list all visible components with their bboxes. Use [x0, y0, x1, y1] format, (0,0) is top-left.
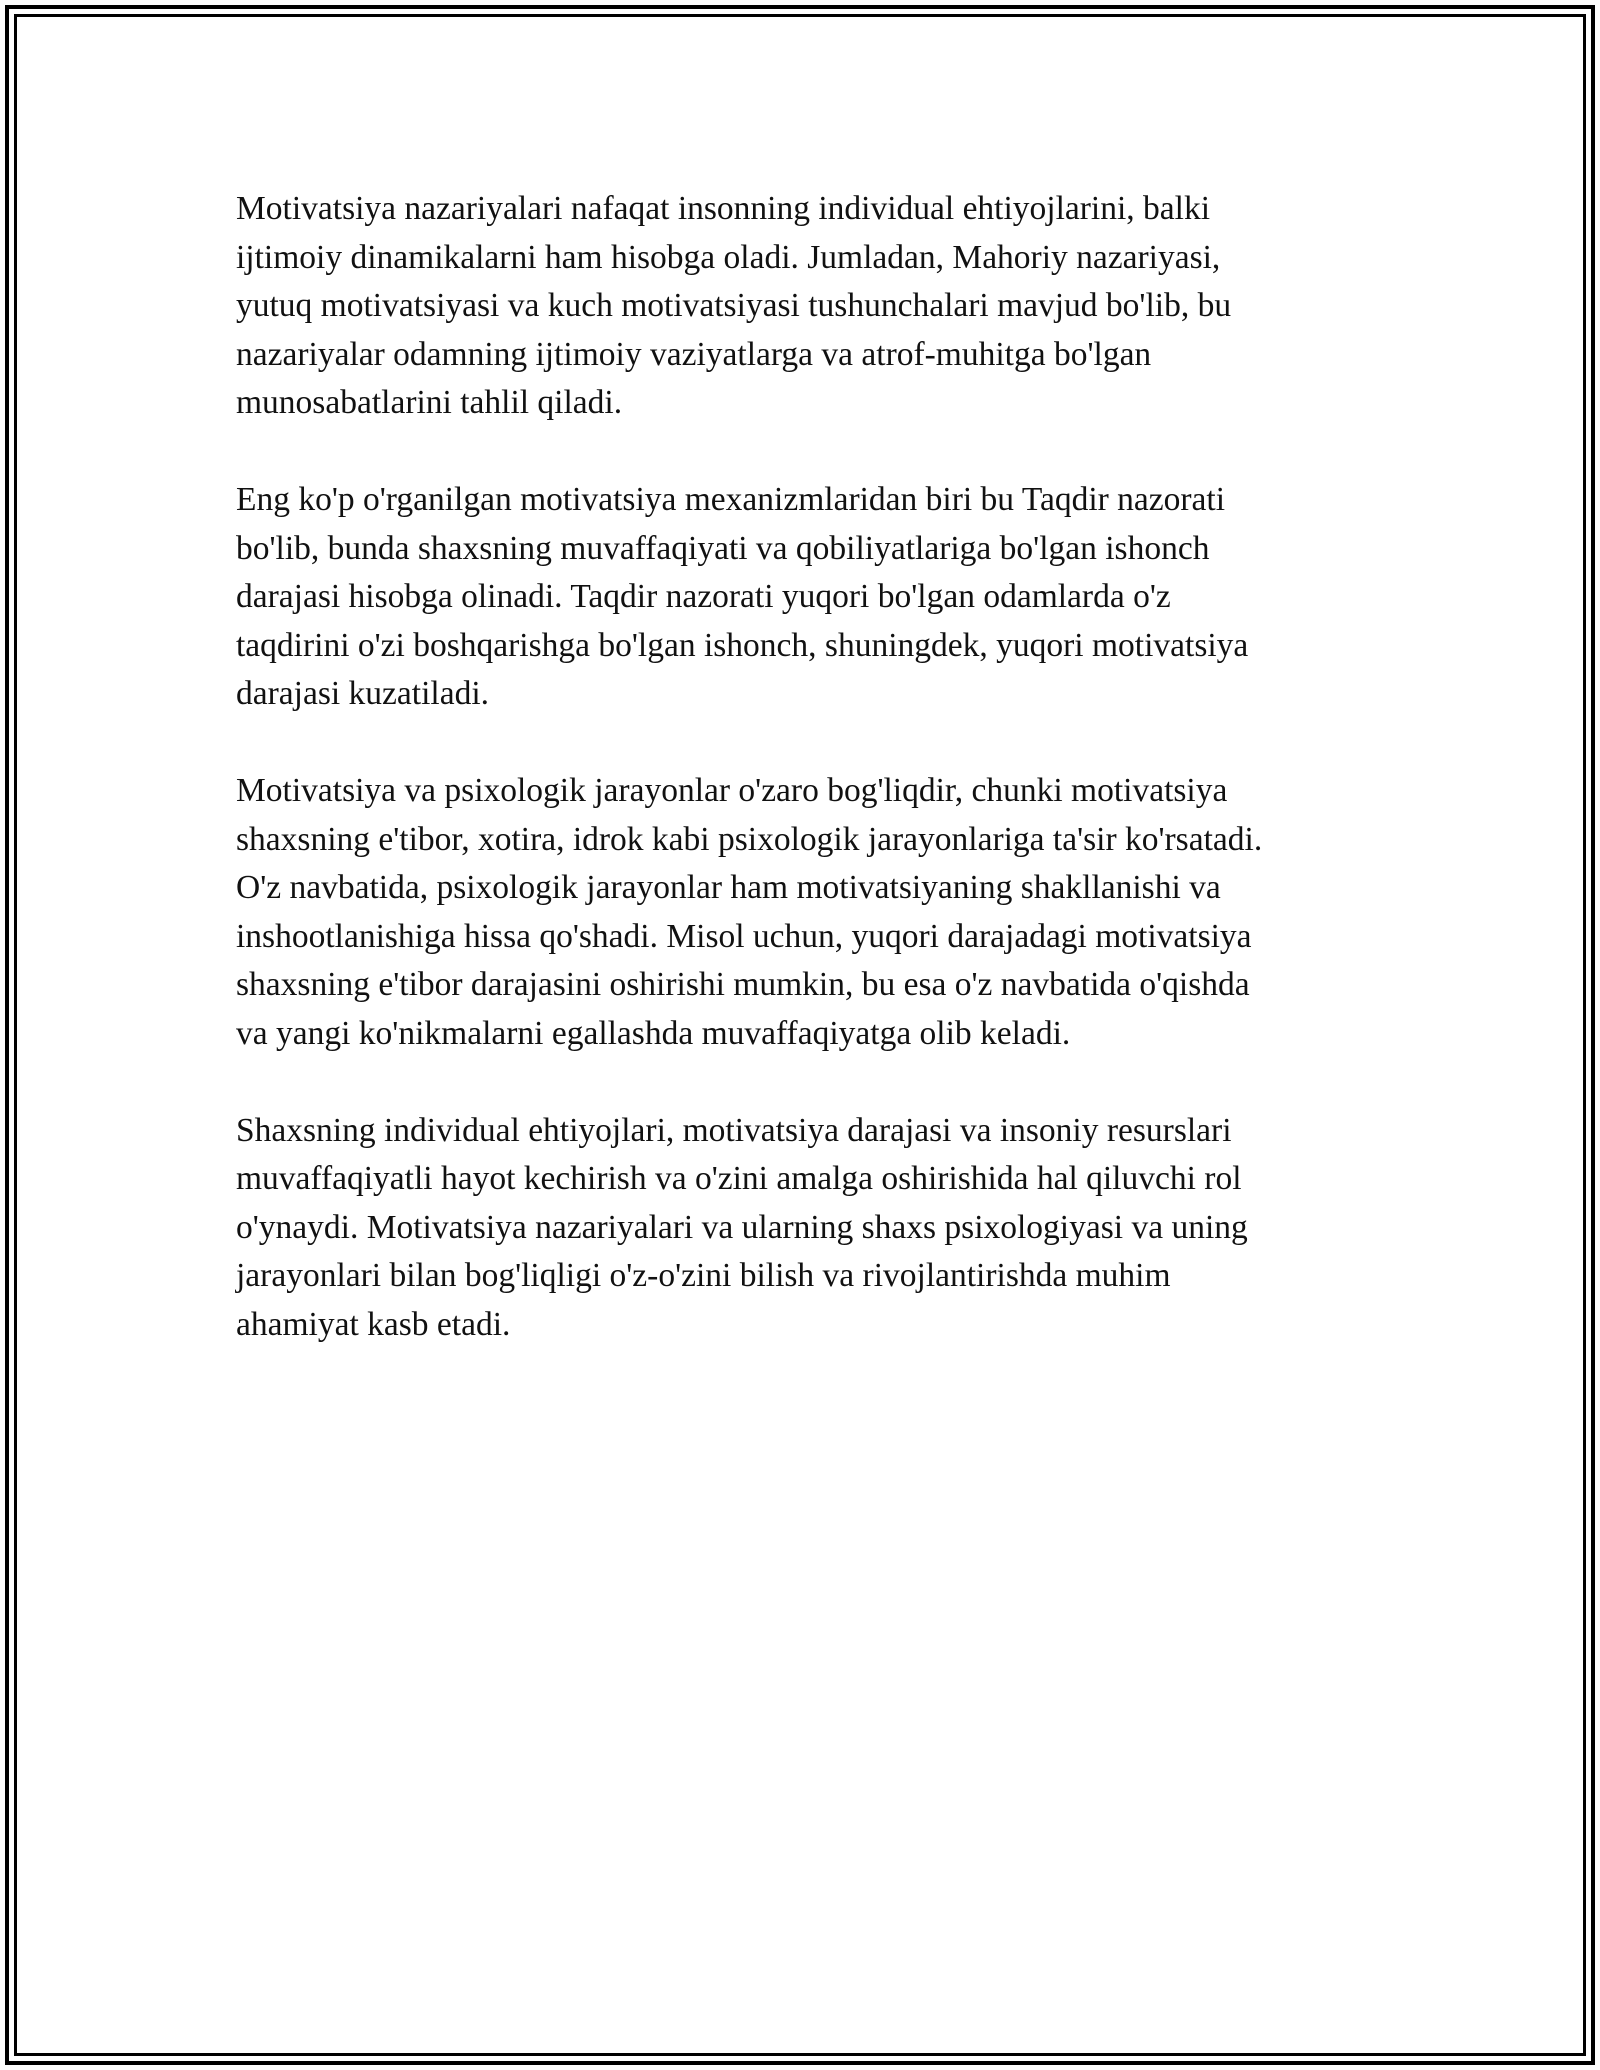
text-line: Motivatsiya nazariyalari nafaqat insonning individual ehtiyojlarini, balki	[236, 190, 1211, 227]
paragraph-2	[236, 476, 1376, 719]
text-line: shaxsning e'tibor, xotira, idrok kabi psixologik jarayonlariga ta'sir ko'rsatadi.	[236, 820, 1263, 858]
paragraph-3	[236, 767, 1376, 1058]
text-line: Motivatsiya va psixologik jarayonlar o'zaro bog'liqdir, chunki motivatsiya	[236, 772, 1228, 809]
text-line: taqdirini o'zi boshqarishga bo'lgan ishonch, shuningdek, yuqori motivatsiya	[236, 626, 1249, 664]
document-body	[236, 185, 1376, 1398]
text-line: muvaffaqiyatli hayot kechirish va o'zini amalga oshirishida hal qiluvchi rol	[236, 1160, 1242, 1197]
text-line: O'z navbatida, psixologik jarayonlar ham motivatsiyaning shakllanishi va	[236, 869, 1221, 906]
text-line: va yangi ko'nikmalarni egallashda muvaffaqiyatga olib keladi.	[236, 1014, 1071, 1052]
text-line: darajasi hisobga olinadi. Taqdir nazorati yuqori bo'lgan odamlarda o'z	[236, 578, 1171, 615]
text-line: shaxsning e'tibor darajasini oshirishi mumkin, bu esa o'z navbatida o'qishda	[236, 966, 1250, 1003]
text-line: bo'lib, bunda shaxsning muvaffaqiyati va qobiliyatlariga bo'lgan ishonch	[236, 529, 1210, 567]
text-line: nazariyalar odamning ijtimoiy vaziyatlarga va atrof-muhitga bo'lgan	[236, 335, 1152, 373]
text-line: munosabatlarini tahlil qiladi.	[236, 384, 623, 421]
text-line: darajasi kuzatiladi.	[236, 675, 490, 712]
text-line: Eng ko'p o'rganilgan motivatsiya mexanizmlaridan biri bu Taqdir nazorati	[236, 481, 1226, 518]
text-line: inshootlanishiga hissa qo'shadi. Misol uchun, yuqori darajadagi motivatsiya	[236, 917, 1252, 955]
text-line: o'ynaydi. Motivatsiya nazariyalari va ularning shaxs psixologiyasi va uning	[236, 1208, 1248, 1246]
text-line: ahamiyat kasb etadi.	[236, 1305, 511, 1343]
text-line: Shaxsning individual ehtiyojlari, motivatsiya darajasi va insoniy resurslari	[236, 1111, 1232, 1149]
text-line: jarayonlari bilan bog'liqligi o'z-o'zini bilish va rivojlantirishda muhim	[236, 1257, 1171, 1294]
text-line: yutuq motivatsiyasi va kuch motivatsiyasi tushunchalari mavjud bo'lib, bu	[236, 287, 1232, 324]
paragraph-1	[236, 185, 1376, 428]
text-line: ijtimoiy dinamikalarni ham hisobga oladi. Jumladan, Mahoriy nazariyasi,	[236, 238, 1221, 276]
paragraph-4	[236, 1107, 1376, 1350]
